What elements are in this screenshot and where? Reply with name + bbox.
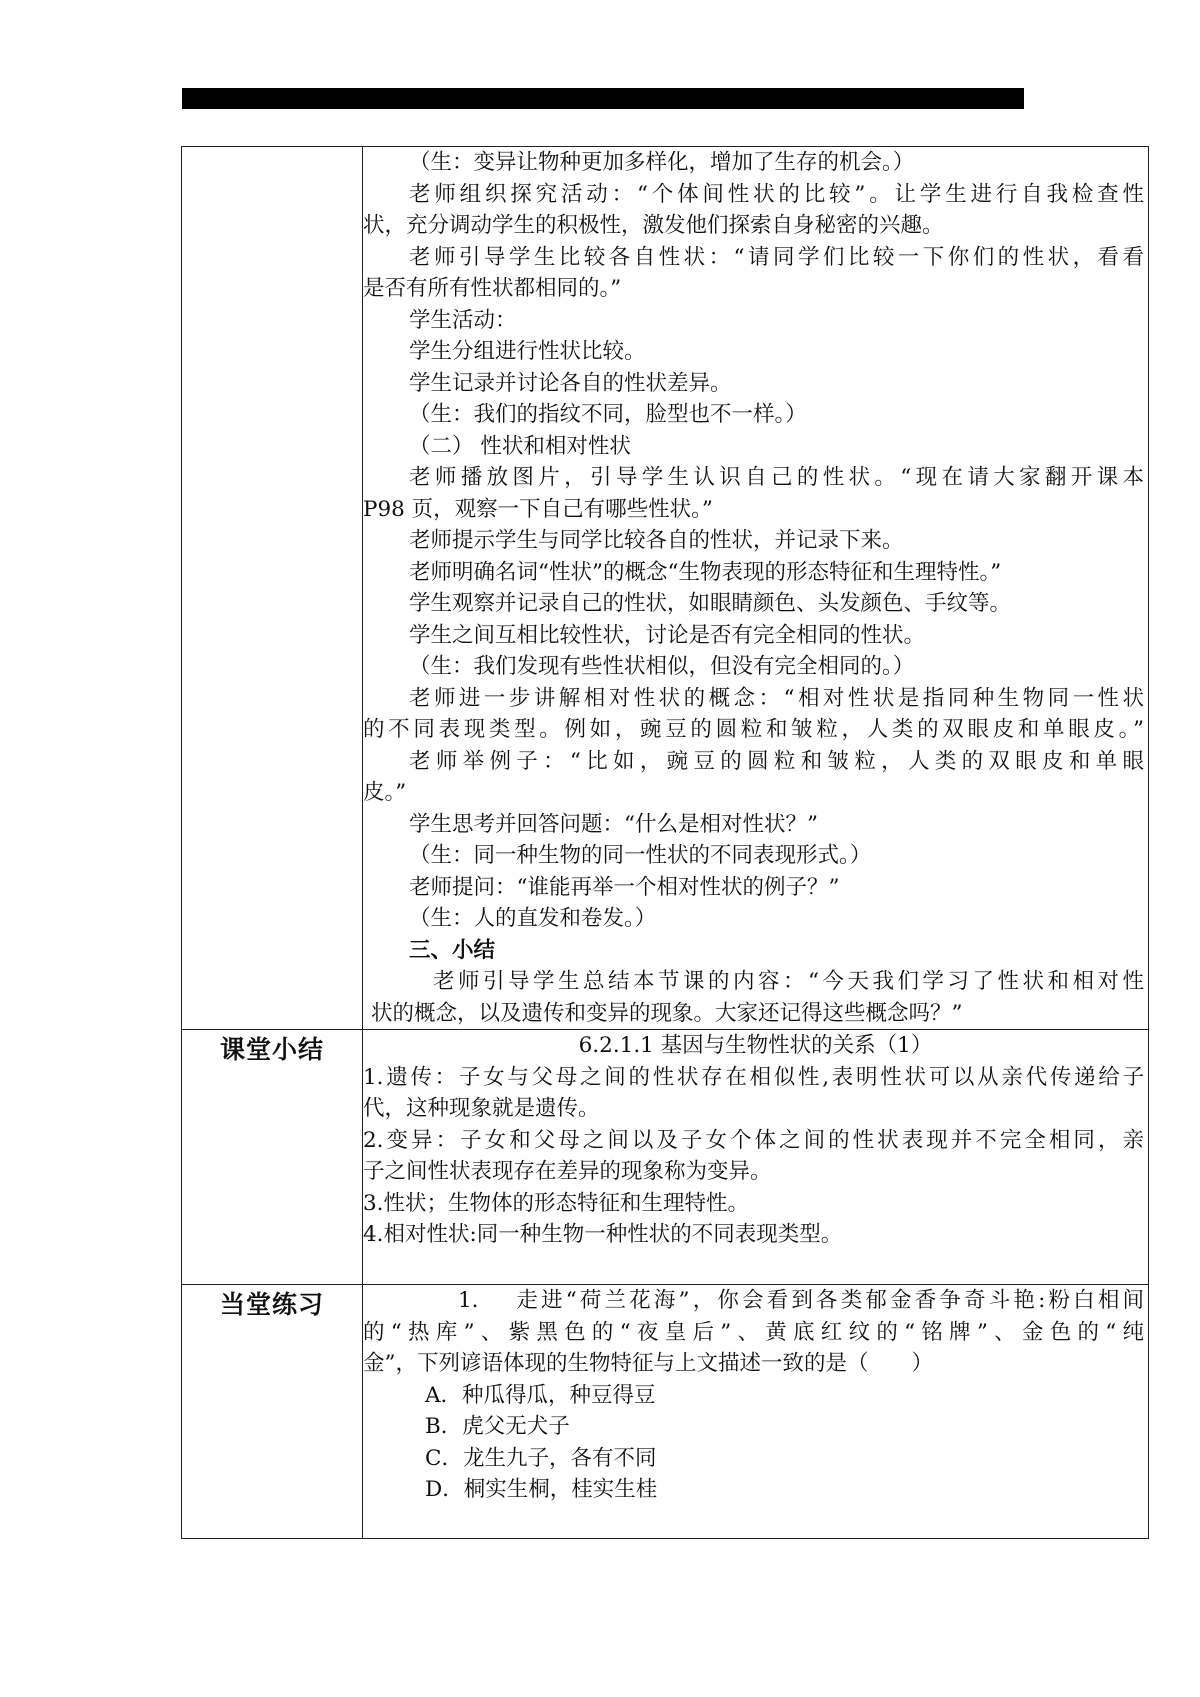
text-line: 老师引导学生比较各自性状：“请同学们比较一下你们的性状，看看	[409, 244, 1144, 270]
text-line: （生：变异让物种更加多样化，增加了生存的机会。）	[409, 150, 915, 175]
text-line: 代，这种现象就是遗传。	[363, 1096, 600, 1121]
text-line: （二） 性状和相对性状	[409, 433, 631, 459]
text-line: 老师组织探究活动：“个体间性状的比较”。让学生进行自我检查性	[409, 181, 1144, 207]
text-line: 学生思考并回答问题：“什么是相对性状？”	[409, 811, 818, 837]
text-line: 学生之间互相比较性状，讨论是否有完全相同的性状。	[409, 622, 926, 648]
text-line: 金”，下列谚语体现的生物特征与上文描述一致的是（ ）	[363, 1351, 933, 1376]
text-line: 3.性状；生物体的形态特征和生理特性。	[363, 1190, 750, 1216]
text-line: 1. 走进“荷兰花海”，你会看到各类郁金香争奇斗艳:粉白相间	[458, 1288, 1144, 1313]
row-content-in-class-exercise	[363, 1285, 1149, 1539]
text-line: 是否有所有性状都相同的。”	[363, 276, 622, 301]
text-line: 学生分组进行性状比较。	[409, 339, 646, 364]
text-line: 的不同表现类型。例如，豌豆的圆粒和皱粒，人类的双眼皮和单眼皮。”	[363, 717, 1144, 742]
text-line: 老师播放图片，引导学生认识自己的性状。“现在请大家翻开课本	[409, 465, 1144, 490]
text-line: P98 页，观察一下自己有哪些性状。”	[363, 496, 713, 522]
text-line: 4.相对性状:同一种生物一种性状的不同表现类型。	[363, 1222, 843, 1247]
lesson-plan-table	[181, 146, 1149, 1539]
text-line: 学生活动：	[409, 307, 517, 333]
text-line: 子之间性状表现存在差异的现象称为变异。	[363, 1159, 772, 1184]
text-line: （生：我们的指纹不同，脸型也不一样。）	[409, 402, 807, 427]
text-line: B．虎父无犬子	[425, 1414, 570, 1439]
text-line: 老师提示学生与同学比较各自的性状，并记录下来。	[409, 528, 904, 553]
row-content	[363, 147, 1149, 1030]
text-line: 学生记录并讨论各自的性状差异。	[409, 370, 732, 396]
text-line: 老师进一步讲解相对性状的概念：“相对性状是指同种生物同一性状	[409, 685, 1144, 711]
text-line: C．龙生九子，各有不同	[425, 1445, 657, 1471]
row-label	[182, 147, 363, 1030]
header-bar	[182, 88, 1024, 109]
text-line: 状的概念，以及遗传和变异的现象。大家还记得这些概念吗？”	[371, 1000, 963, 1026]
text-line: （生：人的直发和卷发。）	[409, 906, 657, 931]
text-line: 皮。”	[363, 780, 407, 805]
text-line: 6.2.1.1 基因与生物性状的关系（1）	[578, 1033, 933, 1058]
table-row-class-summary	[182, 1030, 1149, 1285]
text-line: 老师明确名词“性状”的概念“生物表现的形态特征和生理特性。”	[409, 559, 1002, 585]
text-line: （生：同一种生物的同一性状的不同表现形式。）	[409, 843, 872, 868]
text-line: 2.变异：子女和父母之间以及子女个体之间的性状表现并不完全相同，亲	[363, 1127, 1144, 1153]
row-label-in-class-exercise: 当堂练习	[182, 1285, 363, 1539]
text-line: 三、小结	[409, 937, 496, 963]
text-line: （生：我们发现有些性状相似，但没有完全相同的。）	[409, 654, 915, 679]
text-line: 老师举例子：“比如，豌豆的圆粒和皱粒，人类的双眼皮和单眼	[409, 748, 1144, 774]
row-label-class-summary: 课堂小结	[182, 1030, 363, 1285]
row-content-class-summary	[363, 1030, 1149, 1285]
text-line: 1.遗传：子女与父母之间的性状存在相似性,表明性状可以从亲代传递给子	[363, 1064, 1144, 1090]
text-line: 学生观察并记录自己的性状，如眼睛颜色、头发颜色、手纹等。	[409, 591, 1012, 616]
text-line: 状，充分调动学生的积极性，激发他们探索自身秘密的兴趣。	[363, 213, 944, 238]
text-line: A．种瓜得瓜，种豆得豆	[425, 1382, 656, 1408]
table-row-in-class-exercise	[182, 1285, 1149, 1539]
text-line: D．桐实生桐，桂实生桂	[425, 1477, 658, 1502]
text-line: 的“热库”、紫黑色的“夜皇后”、黄底红纹的“铭牌”、金色的“纯	[363, 1319, 1144, 1345]
text-line: 老师引导学生总结本节课的内容：“今天我们学习了性状和相对性	[433, 969, 1144, 994]
table-row-teaching-process	[182, 147, 1149, 1030]
text-line: 老师提问：“谁能再举一个相对性状的例子？”	[409, 874, 840, 900]
